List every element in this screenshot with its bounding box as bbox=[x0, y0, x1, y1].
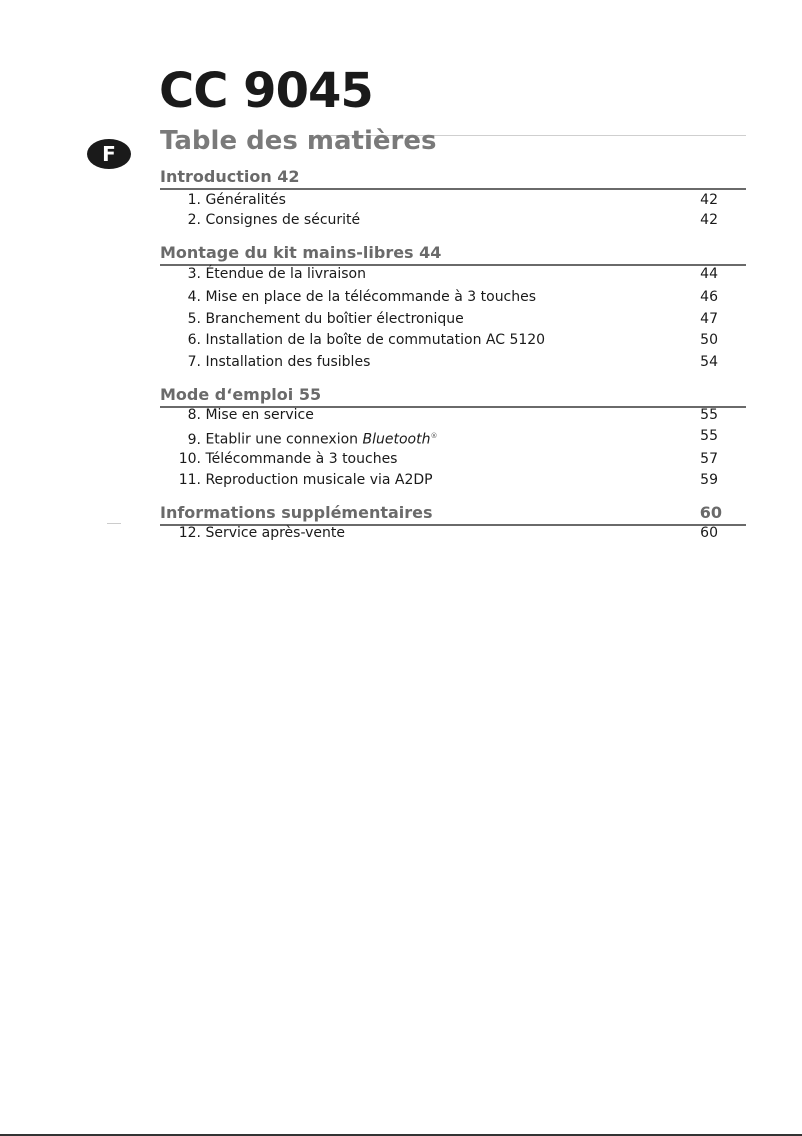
entry-number: 2. bbox=[187, 212, 201, 228]
entry-label: Reproduction musicale via A2DP bbox=[205, 472, 433, 488]
toc-entry[interactable] bbox=[160, 310, 718, 328]
registered-mark: ® bbox=[430, 432, 438, 440]
entry-number: 7. bbox=[187, 354, 201, 370]
toc-entry[interactable] bbox=[160, 353, 718, 371]
section-title: Introduction 42 bbox=[160, 167, 300, 186]
language-badge: F bbox=[87, 139, 131, 169]
entry-label: Généralités bbox=[205, 192, 286, 208]
entry-page: 44 bbox=[700, 266, 718, 282]
toc-entry[interactable] bbox=[160, 265, 718, 283]
entry-label: Télécommande à 3 touches bbox=[205, 451, 398, 467]
entry-number: 10. bbox=[178, 451, 201, 467]
entry-label: Étendue de la livraison bbox=[205, 266, 366, 282]
toc-heading: Table des matières bbox=[160, 126, 437, 156]
toc-entry[interactable] bbox=[160, 191, 718, 209]
entry-label: Mise en service bbox=[205, 407, 314, 423]
entry-label: Service après-vente bbox=[205, 525, 346, 541]
entry-page: 42 bbox=[700, 212, 718, 228]
toc-entry[interactable] bbox=[160, 471, 718, 489]
section-title: Mode d‘emploi 55 bbox=[160, 385, 322, 404]
entry-label: Etablir une connexion bbox=[205, 431, 359, 448]
section-heading[interactable] bbox=[160, 243, 722, 263]
entry-page: 42 bbox=[700, 192, 718, 208]
entry-label: Branchement du boîtier électronique bbox=[205, 311, 464, 327]
entry-number: 6. bbox=[187, 332, 201, 348]
section-heading[interactable] bbox=[160, 167, 722, 187]
entry-page: 55 bbox=[700, 407, 718, 423]
entry-page: 46 bbox=[700, 289, 718, 305]
entry-page: 57 bbox=[700, 451, 718, 467]
section-page: 60 bbox=[699, 503, 722, 522]
section-rule bbox=[160, 188, 746, 190]
section-heading[interactable] bbox=[160, 503, 722, 523]
entry-label-italic: Bluetooth bbox=[362, 431, 431, 448]
entry-page: 55 bbox=[700, 428, 718, 444]
entry-page: 50 bbox=[700, 332, 718, 348]
margin-mark bbox=[107, 523, 121, 524]
section-title: Montage du kit mains-libres 44 bbox=[160, 243, 442, 262]
entry-label: Installation des fusibles bbox=[205, 354, 371, 370]
entry-number: 8. bbox=[187, 407, 201, 423]
section-title: Informations supplémentaires bbox=[160, 503, 433, 522]
toc-entry[interactable] bbox=[160, 524, 718, 542]
entry-label: Installation de la boîte de commutation AC 5120 bbox=[205, 332, 546, 348]
toc-entry[interactable] bbox=[160, 427, 718, 449]
entry-number: 12. bbox=[178, 525, 201, 541]
toc-entry[interactable] bbox=[160, 450, 718, 468]
entry-page: 60 bbox=[700, 525, 718, 541]
section-heading[interactable] bbox=[160, 385, 722, 405]
document-title: CC 9045 bbox=[159, 63, 373, 119]
entry-number: 9. bbox=[187, 431, 201, 448]
entry-number: 1. bbox=[187, 192, 201, 208]
toc-entry[interactable] bbox=[160, 406, 718, 424]
toc-entry[interactable] bbox=[160, 288, 718, 306]
entry-label: Consignes de sécurité bbox=[205, 212, 361, 228]
entry-page: 59 bbox=[700, 472, 718, 488]
toc-entry[interactable] bbox=[160, 211, 718, 229]
entry-number: 11. bbox=[178, 472, 201, 488]
entry-page: 47 bbox=[700, 311, 718, 327]
toc-entry[interactable] bbox=[160, 331, 718, 349]
entry-number: 4. bbox=[187, 289, 201, 305]
entry-number: 3. bbox=[187, 266, 201, 282]
entry-number: 5. bbox=[187, 311, 201, 327]
entry-page: 54 bbox=[700, 354, 718, 370]
entry-label: Mise en place de la télécommande à 3 touches bbox=[205, 289, 537, 305]
